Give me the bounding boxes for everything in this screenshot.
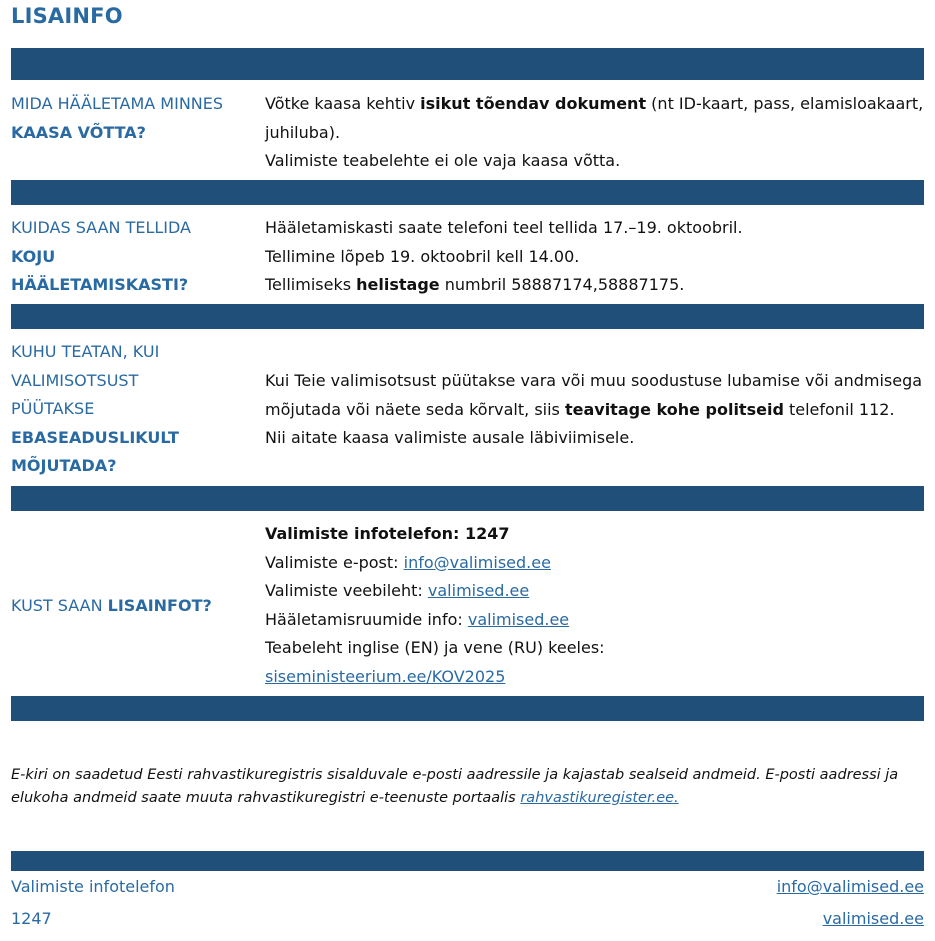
page-title: LISAINFO: [11, 4, 123, 28]
website-label: Valimiste veebileht:: [265, 581, 428, 600]
section-content: [265, 90, 935, 176]
section-label: [11, 338, 191, 481]
content-line: [265, 214, 935, 243]
label-text: KUST SAAN: [11, 595, 108, 615]
label-text: KUHU TEATAN, KUI VALIMISOTSUST PÜÜTAKSE: [11, 342, 160, 418]
text-fragment: Tellimiseks: [265, 275, 357, 294]
section-divider: [11, 180, 924, 205]
footer-phone-number: 1247: [11, 909, 52, 928]
content-line: [265, 90, 935, 119]
section-divider: [11, 696, 924, 721]
section-label: [11, 214, 211, 300]
section-what-to-bring: [11, 90, 924, 178]
section-divider: [11, 304, 924, 329]
text-fragment: telefonil 112.: [783, 399, 895, 419]
email-notice: [11, 764, 924, 810]
emphasis-text: helistage: [356, 275, 440, 294]
section-report-influence: [11, 338, 924, 482]
footer-links: [777, 871, 924, 935]
text-fragment: Nii aitate kaasa valimiste ausale läbiviimisele.: [265, 428, 635, 448]
content-line: [265, 520, 935, 549]
section-label: [11, 90, 247, 147]
label-emphasis: LISAINFOT?: [107, 595, 212, 615]
footer-website-link[interactable]: valimised.ee: [822, 909, 924, 928]
registry-link[interactable]: rahvastikuregister.ee.: [520, 790, 679, 806]
text-fragment: Valimiste teabelehte ei ole vaja kaasa võtta.: [265, 151, 621, 170]
label-text: KUIDAS SAAN TELLIDA: [11, 218, 191, 237]
text-fragment: numbril 58887174,58887175.: [439, 275, 685, 294]
section-divider: [11, 486, 924, 511]
footer-phone-label: Valimiste infotelefon: [11, 877, 175, 896]
text-fragment: (nt ID-kaart, pass, elamisloakaart,: [646, 94, 924, 113]
content-line: [265, 549, 935, 578]
footer-divider: [11, 851, 924, 871]
section-label: [11, 520, 247, 692]
content-line: [265, 243, 935, 272]
content-line: [265, 634, 935, 663]
content-line: [265, 424, 935, 453]
section-more-info: [11, 520, 924, 692]
rooms-label: Hääletamisruumide info:: [265, 609, 468, 629]
footer-contact: [11, 871, 175, 935]
label-emphasis: KOJU HÄÄLETAMISKASTI?: [11, 246, 189, 294]
content-line: [265, 147, 935, 176]
section-home-ballot-box: [11, 214, 924, 302]
emphasis-text: teavitage kohe politseid: [564, 399, 784, 419]
content-line: [265, 396, 935, 425]
label-emphasis: KAASA VÕTTA?: [11, 122, 146, 142]
infotelefon-text: Valimiste infotelefon: 1247: [265, 524, 510, 543]
footer-email-link[interactable]: info@valimised.ee: [776, 877, 924, 896]
section-divider: [11, 48, 924, 80]
text-fragment: Kui Teie valimisotsust püütakse vara või muu soodustuse lubamise või andmisega: [265, 371, 923, 391]
notice-text: E-kiri on saadetud Eesti rahvastikuregistris sisalduvale e-posti aadressile ja kajastab sealseid andmeid. E-posti aadressi ja elukoha andmeid saate muuta rahvastikuregistri e-teenuste portaalis: [11, 767, 899, 806]
email-label: Valimiste e-post:: [265, 552, 404, 572]
section-content: [265, 214, 935, 300]
content-line: [265, 271, 935, 300]
text-fragment: mõjutada või näete seda kõrvalt, siis: [265, 399, 565, 419]
leaflet-label: Teabeleht inglise (EN) ja vene (RU) keeles:: [265, 638, 605, 657]
content-line: [265, 577, 935, 606]
content-line: [265, 663, 935, 692]
label-text: MIDA HÄÄLETAMA MINNES: [11, 94, 224, 113]
section-content: [265, 520, 935, 691]
email-link[interactable]: info@valimised.ee: [403, 552, 551, 572]
label-emphasis: EBASEADUSLIKULT MÕJUTADA?: [11, 427, 179, 475]
text-fragment: Hääletamiskasti saate telefoni teel tellida 17.–19. oktoobril.: [265, 218, 743, 237]
website-link[interactable]: valimised.ee: [427, 581, 530, 600]
text-fragment: Võtke kaasa kehtiv: [265, 94, 421, 113]
emphasis-text: isikut tõendav dokument: [420, 94, 647, 113]
content-line: [265, 119, 935, 148]
section-content: [265, 338, 935, 482]
text-fragment: juhiluba).: [265, 122, 341, 142]
text-fragment: Tellimine lõpeb 19. oktoobril kell 14.00.: [265, 246, 580, 266]
leaflet-link[interactable]: siseministeerium.ee/KOV2025: [265, 666, 506, 686]
rooms-link[interactable]: valimised.ee: [467, 609, 570, 629]
content-line: [265, 367, 935, 396]
content-line: [265, 606, 935, 635]
